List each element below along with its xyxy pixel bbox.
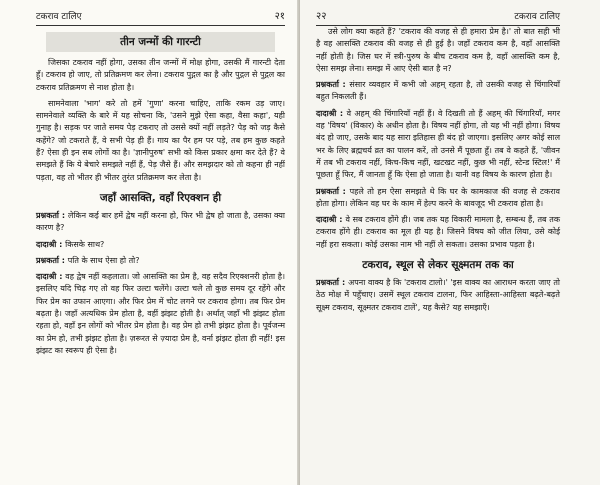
speaker-label: प्रश्नकर्ता :	[316, 80, 350, 90]
speaker-label: प्रश्नकर्ता :	[36, 255, 68, 265]
right-body	[316, 26, 560, 251]
paragraph-text: अपना वाक्य है कि 'टकराव टालो।' 'इस वाक्य का आराधन करता जाए तो ठेठ मोक्ष में पहुँचाए। उसमें स्थूल टकराव टालना, फिर आहिस्ता-आहिस्ता बढ़ते-बढ़ते सूक्ष्म टकराव, सूक्ष्मतर टकराव टालें', यह कैसे? यह समझाएँ।	[316, 278, 560, 312]
left-header-title: टकराव टालिए	[36, 12, 82, 22]
paragraph	[316, 214, 560, 251]
speaker-label: दादाश्री :	[316, 108, 347, 118]
right-page-number: २२	[316, 11, 327, 22]
paragraph	[316, 277, 560, 314]
paragraph	[316, 108, 560, 182]
left-body-2	[36, 210, 285, 357]
paragraph	[36, 98, 285, 184]
speaker-label: दादाश्री :	[36, 239, 66, 249]
right-running-header	[316, 8, 560, 26]
speaker-label: दादाश्री :	[36, 272, 66, 282]
section-heading: जहाँ आसक्ति, वहाँ रिएक्शन ही	[99, 191, 222, 204]
left-page	[0, 0, 299, 485]
paragraph	[36, 239, 285, 251]
right-header-title: टकराव टालिए	[514, 12, 560, 22]
paragraph-text: जिसका टकराव नहीं होगा, उसका तीन जन्मों में मोक्ष होगा, उसकी मैं गारन्टी देता हूँ। टकराव हो जाए, तो प्रतिक्रमण कर लेना। टकराव पुद्गल का है और पुद्गल से पुद्गल का टकराव प्रतिक्रमण से नाश होता है।	[36, 58, 285, 92]
paragraph-text: वे अहम् की चिंगारियाँ नहीं हैं। वे दिखती तो हैं अहम् की चिंगारियाँ, मगर वह 'विषय' (विकार) के अधीन होता है। विषय नहीं होगा, तो यह भी नहीं होगा। विषय बंद हो जाए, उसके बाद यह सारा इतिहास ही बंद हो जाएगा। इसलिए अगर कोई साल भर के लिए ब्रह्मचर्य व्रत का पालन करें, तो उनसे मैं पूछता हूँ। तब वे कहते हैं, 'जीवन में तब भी टकराव नहीं, किच-किच नहीं, खटखट नहीं, कुछ भी नहीं, स्टेन्ड स्टिल!' मैं पूछता हूँ फिर, मैं जानता हूँ कि ऐसा हो जाता है। यानी वह विषय के कारण होता है।	[316, 108, 560, 180]
paragraph-text: पति के साथ ऐसा हो तो?	[67, 255, 140, 265]
paragraph-text: उसे लोग क्या कहते हैं? 'टकराव की वजह से ही हमारा प्रेम है।' तो बात सही भी है वह आसक्ति टकराव की वजह से ही हुई है। जहाँ टकराव कम है, वहाँ आसक्ति नहीं होती है। जिस घर में स्त्री-पुरुष के बीच टकराव कम है, वहाँ आसक्ति कम है, ऐसा समझ लेना। समझ में आए ऐसी बात है न?	[316, 27, 560, 73]
paragraph-text: संसार व्यवहार में कभी जो अहम् रहता है, तो उसकी वजह से चिंगारियाँ बहुत निकलती हैं।	[316, 80, 560, 102]
paragraph	[36, 57, 285, 94]
paragraph	[316, 79, 560, 104]
paragraph-text: किसके साथ?	[65, 239, 105, 249]
paragraph	[36, 271, 285, 357]
left-body	[36, 57, 285, 184]
paragraph	[36, 210, 285, 235]
right-page	[300, 0, 600, 485]
right-body-2	[316, 277, 560, 314]
paragraph-text: सामनेवाला 'भाग' करे तो हमें 'गुणा' करना चाहिए, ताकि रकम उड़ जाए। सामनेवाले व्यक्ति के बारे में यह सोचना कि, 'उसने मुझे ऐसा कहा, वैसा कहा', यही गुनाह है। सड़क पर जाते समय पेड़ टकराए तो उससे क्यों नहीं लड़ते? पेड़ को जड़ कैसे कहेंगे? जो टकराते हैं, वे सभी पेड़ ही हैं। गाय का पैर हम पर पड़े, तब हम कुछ कहते हैं? ऐसा ही इन सब लोगों का है। 'ज्ञानीपुरुष' सभी को किस प्रकार क्षमा कर देते हैं? वे समझते हैं कि ये बेचारे समझते नहीं हैं, पेड़ जैसे हैं। और समझदार को तो कहना ही नहीं पड़ता, वह तो भीतर ही भीतर तुरंत प्रतिक्रमण कर लेता है।	[36, 98, 285, 182]
paragraph	[316, 186, 560, 211]
section-heading: तीन जन्मों की गारन्टी	[46, 32, 275, 52]
paragraph-text: वे सब टकराव होंगे ही। जब तक यह विकारी मामला है, सम्बन्ध हैं, तब तक टकराव होंगे ही। टकराव का मूल ही यह है। जिसने विषय को जीत लिया, उसे कोई नहीं हरा सकता। कोई उसका नाम भी नहीं ले सकता। उसका प्रभाव पड़ता है।	[316, 215, 560, 249]
paragraph	[36, 255, 285, 267]
paragraph-text: वह द्वेष नहीं कहलाता। जो आसक्ति का प्रेम है, वह सदैव रिएक्शनरी होता है। इसलिए यदि चिढ़ गए तो वह फिर उल्टा चलेंगे। उल्टा चले तो कुछ समय दूर रहेंगे और फिर प्रेम का उफान आएगा। और फिर प्रेम में चोट लगने पर टकराव होगा। तब फिर प्रेम बढ़ता है। जहाँ अत्यधिक प्रेम होता है, वहीं झंझट होती है। अर्थात् जहाँ भी झंझट होता रहता हो, वहाँ इन लोगों को भीतर प्रेम होता है। वह प्रेम हो तभी झंझट होता है। पूर्वजन्म का प्रेम हो, तभी झंझट होता है। ज़रूरत से ज़्यादा प्रेम है, वर्ना झंझट होता ही नहीं! इस झंझट का स्वरूप ही ऐसा है।	[36, 272, 285, 355]
paragraph-text: पहले तो हम ऐसा समझते थे कि घर के कामकाज की वजह से टकराव होता होगा। लेकिन वह घर के काम में हेल्प करने के बावजूद भी टकराव होता है।	[316, 186, 560, 208]
speaker-label: दादाश्री :	[316, 215, 346, 225]
section-heading: टकराव, स्थूल से लेकर सूक्ष्मतम तक का	[362, 259, 514, 272]
paragraph	[316, 26, 560, 75]
speaker-label: प्रश्नकर्ता :	[36, 210, 68, 220]
left-page-number: २१	[274, 11, 285, 22]
speaker-label: प्रश्नकर्ता :	[316, 186, 350, 196]
left-running-header	[36, 8, 285, 26]
speaker-label: प्रश्नकर्ता :	[316, 278, 349, 288]
paragraph-text: लेकिन कई बार हमें द्वेष नहीं करना हो, फिर भी द्वेष हो जाता है, उसका क्या कारण है?	[36, 210, 285, 233]
